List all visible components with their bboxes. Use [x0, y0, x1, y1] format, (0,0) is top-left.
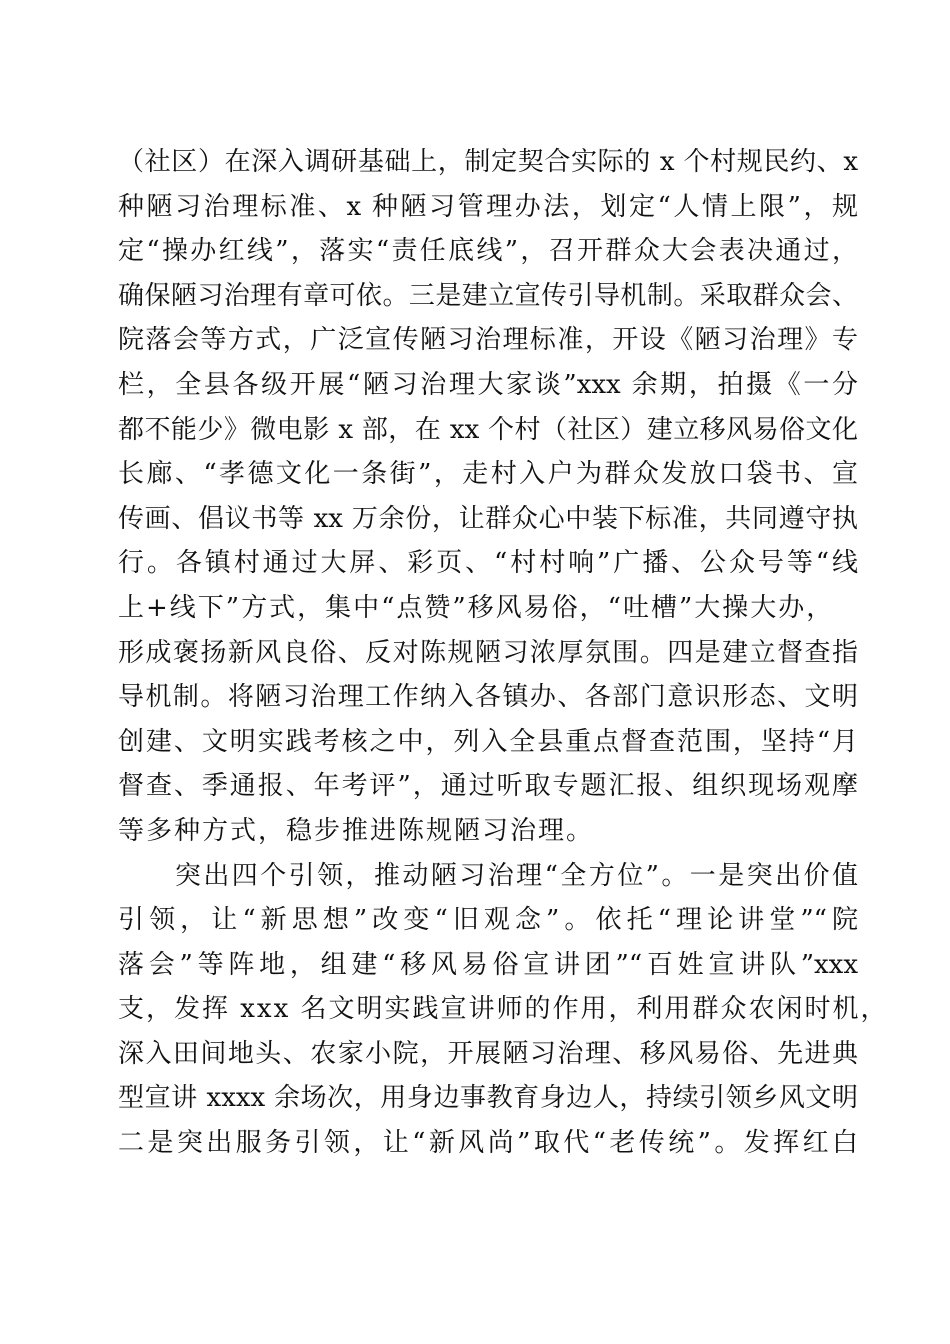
- paragraph-1-line: 行。各镇村通过大屏、彩页、“村村响”广播、公众号等“线: [118, 548, 858, 579]
- paragraph-1-line: 创建、文明实践考核之中，列入全县重点督查范围，坚持“月: [118, 726, 858, 757]
- paragraph-1-line: 长廊、“孝德文化一条街”，走村入户为群众发放口袋书、宣: [118, 459, 858, 490]
- paragraph-2-line: 落会”等阵地，组建“移风易俗宣讲团”“百姓宣讲队”xxx: [118, 949, 858, 980]
- paragraph-2-line: 引领，让“新思想”改变“旧观念”。依托“理论讲堂”“院: [118, 905, 858, 936]
- paragraph-1-line: 都不能少》微电影 x 部，在 xx 个村（社区）建立移风易俗文化: [118, 414, 858, 445]
- paragraph-2-line: 突出四个引领，推动陋习治理“全方位”。一是突出价值: [118, 860, 858, 891]
- paragraph-1-line: 上+线下”方式，集中“点赞”移风易俗，“吐槽”大操大办，: [118, 592, 835, 623]
- paragraph-1-line: 形成褒扬新风良俗、反对陈规陋习浓厚氛围。四是建立督查指: [118, 637, 858, 668]
- paragraph-2-line: 型宣讲 xxxx 余场次，用身边事教育身边人，持续引领乡风文明: [118, 1083, 858, 1114]
- document-body: [118, 140, 889, 1166]
- paragraph-1-line: 院落会等方式，广泛宣传陋习治理标准，开设《陋习治理》专: [118, 325, 858, 356]
- paragraph-1-line: 定“操办红线”，落实“责任底线”，召开群众大会表决通过，: [118, 236, 858, 267]
- paragraph-2-line: 二是突出服务引领，让“新风尚”取代“老传统”。发挥红白: [118, 1128, 858, 1159]
- paragraph-1-line: 栏，全县各级开展“陋习治理大家谈”xxx 余期，拍摄《一分: [118, 369, 858, 400]
- paragraph-1-line: 种陋习治理标准、x 种陋习管理办法，划定“人情上限”，规: [118, 191, 858, 222]
- paragraph-2-line: 支，发挥 xxx 名文明实践宣讲师的作用，利用群众农闲时机，: [118, 994, 889, 1025]
- paragraph-1-line: 确保陋习治理有章可依。三是建立宣传引导机制。采取群众会、: [118, 280, 858, 311]
- paragraph-2-line: 深入田间地头、农家小院，开展陋习治理、移风易俗、先进典: [118, 1038, 858, 1069]
- paragraph-1-line: 等多种方式，稳步推进陈规陋习治理。: [118, 815, 595, 846]
- paragraph-1-line: 督查、季通报、年考评”，通过听取专题汇报、组织现场观摩: [118, 771, 858, 802]
- paragraph-1-line: 传画、倡议书等 xx 万余份，让群众心中装下标准，共同遵守执: [118, 503, 858, 534]
- paragraph-1-line: （社区）在深入调研基础上，制定契合实际的 x 个村规民约、x: [118, 147, 858, 177]
- paragraph-1-line: 导机制。将陋习治理工作纳入各镇办、各部门意识形态、文明: [118, 682, 858, 713]
